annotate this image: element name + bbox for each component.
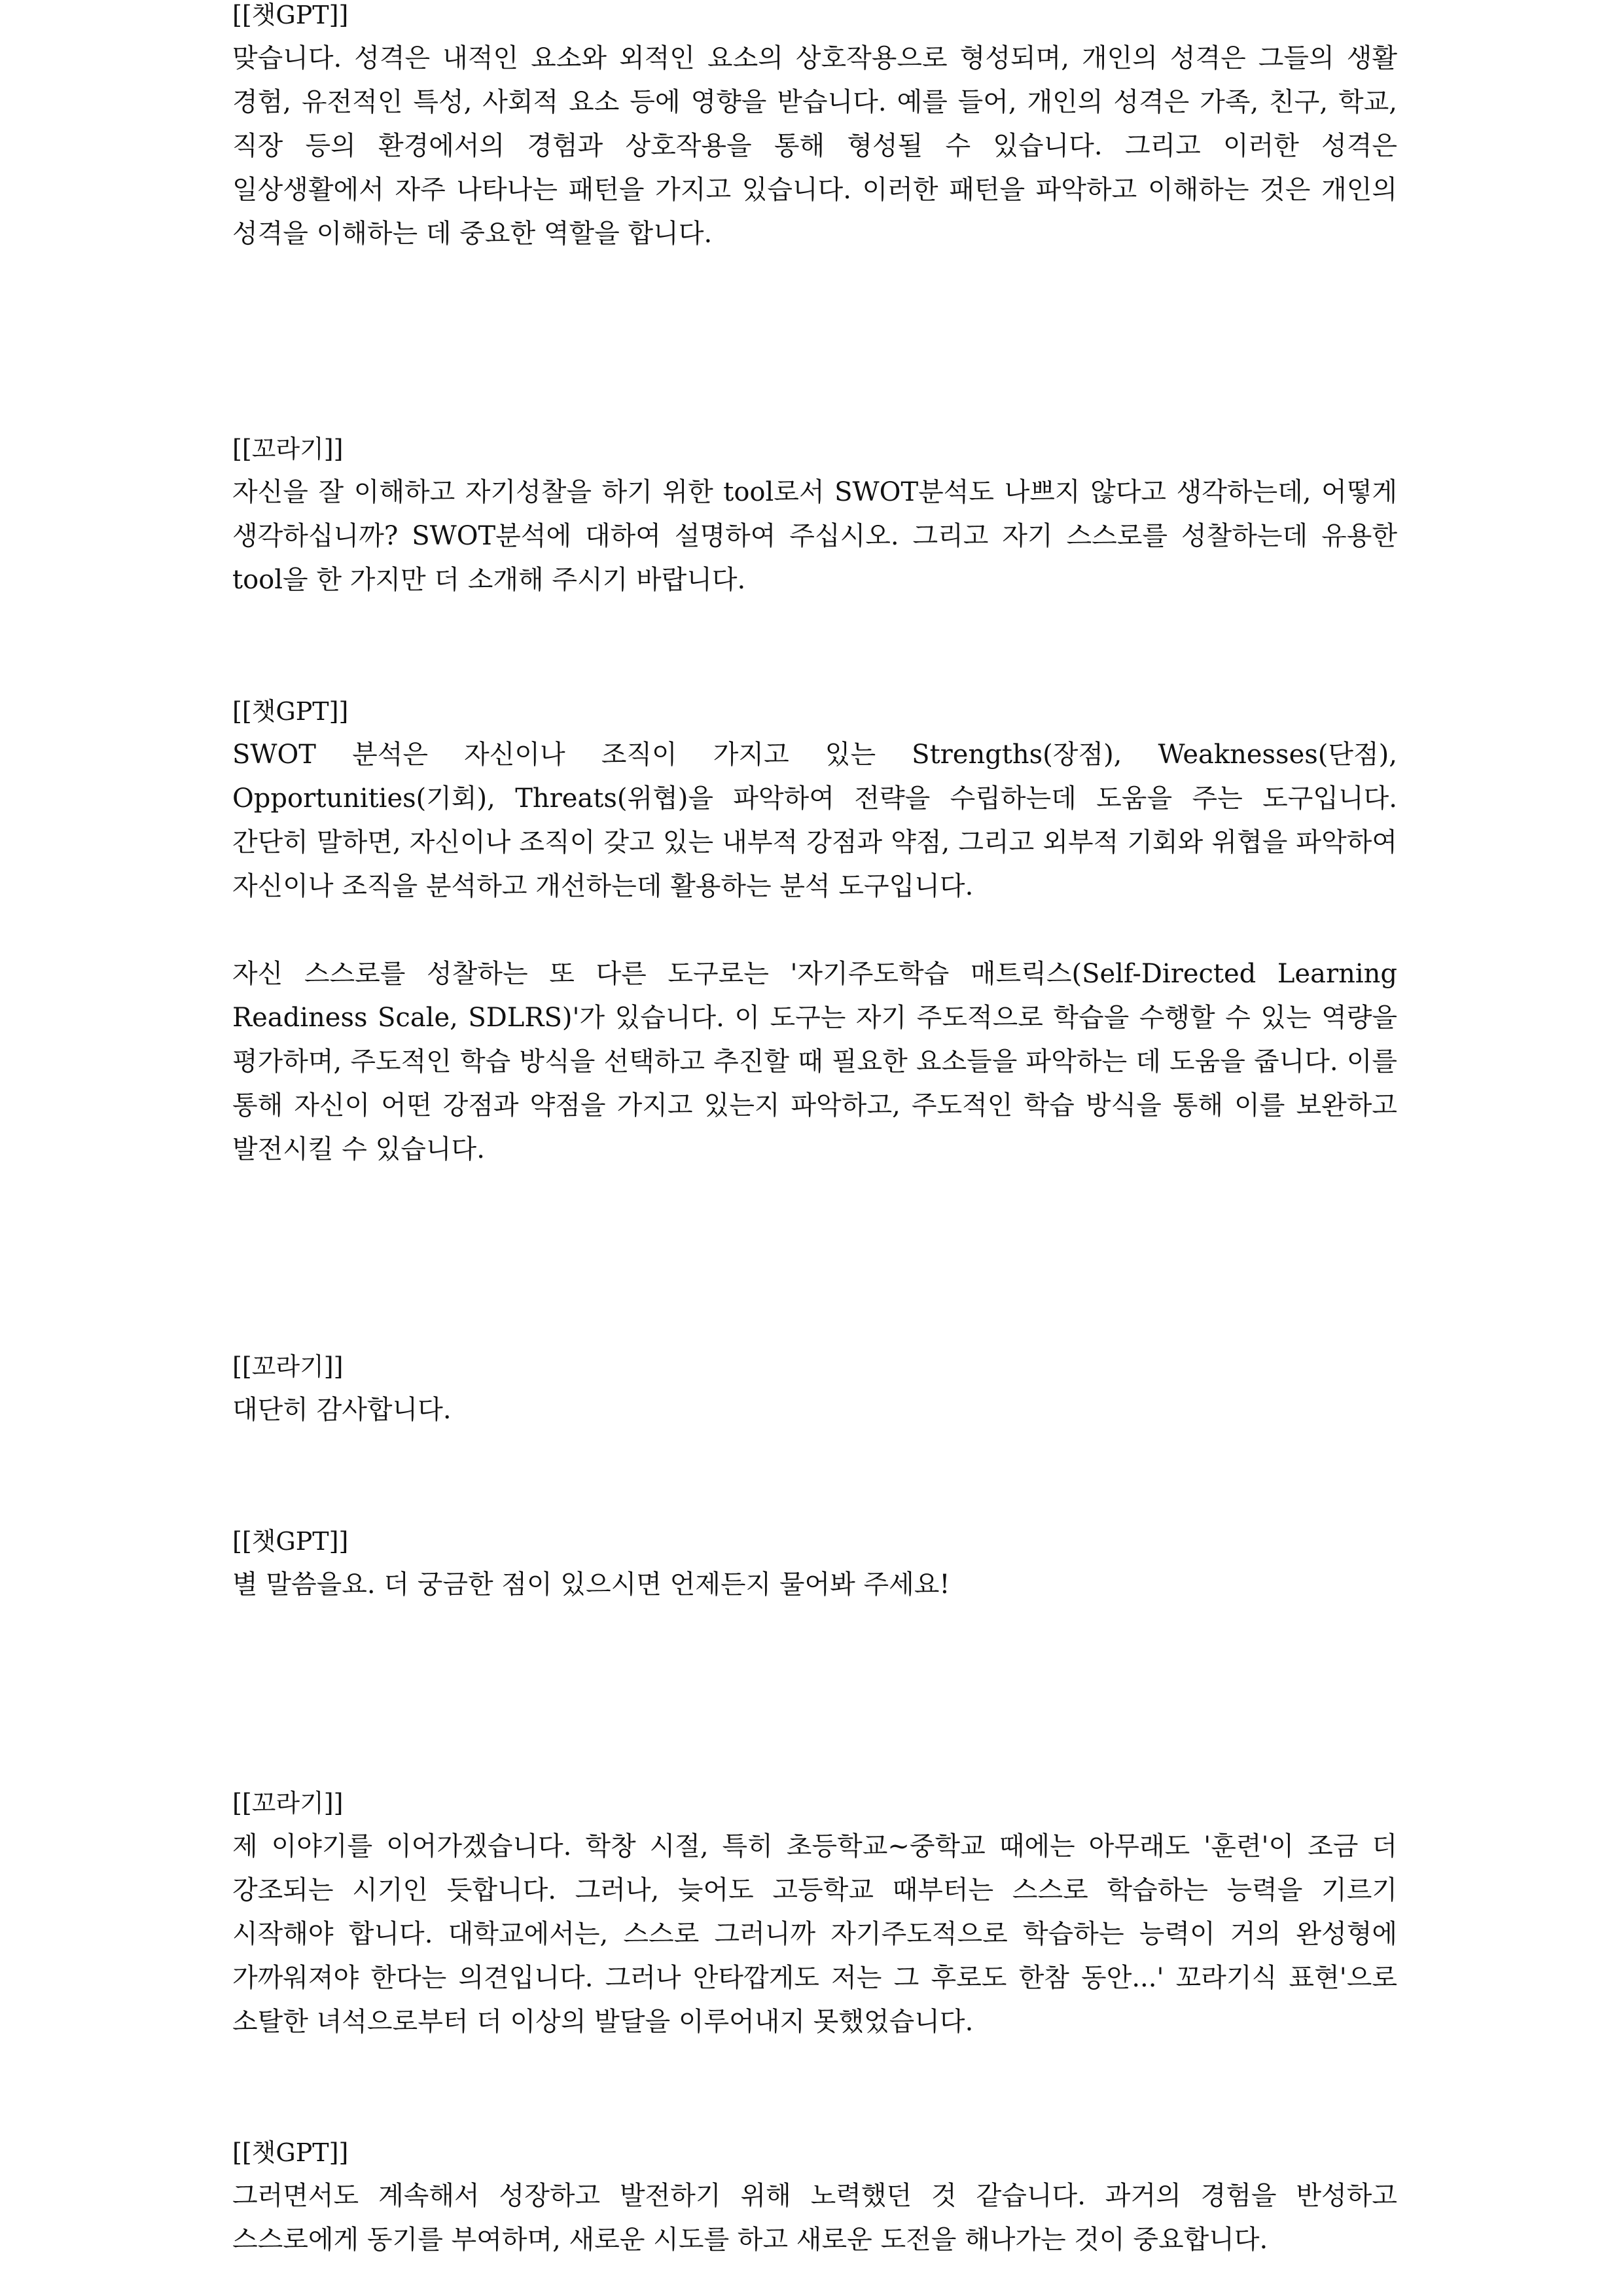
message-block [232, 1520, 1397, 1607]
message-paragraph: 자신을 잘 이해하고 자기성찰을 하기 위한 tool로서 SWOT분석도 나쁘지 않다고 생각하는데, 어떻게 생각하십니까? SWOT분석에 대하여 설명하여 주십시오. 그리고 자기 스스로를 성찰하는데 유용한 tool을 한 가지만 더 소개해 주시기 바랍니다. [232, 477, 1397, 595]
message-paragraph: SWOT 분석은 자신이나 조직이 가지고 있는 Strengths(장점), Weaknesses(단점), Opportunities(기회), Threats(위협)을 파악하여 전략을 수립하는데 도움을 주는 도구입니다. 간단히 말하면, 자신이나 조직이 갖고 있는 내부적 강점과 약점, 그리고 외부적 기회와 위협을 파악하여 자신이나 조직을 분석하고 개선하는데 활용하는 분석 도구입니다. [232, 740, 1397, 901]
speaker-label: [[꼬라기]] [232, 1352, 344, 1381]
speaker-label: [[챗GPT]] [232, 1527, 349, 1556]
message-block [232, 1782, 1397, 2044]
message-block [232, 2131, 1397, 2262]
message-block [232, 0, 1397, 256]
speaker-label: [[챗GPT]] [232, 1, 349, 29]
speaker-label: [[챗GPT]] [232, 697, 349, 726]
message-paragraph: 맞습니다. 성격은 내적인 요소와 외적인 요소의 상호작용으로 형성되며, 개인의 성격은 그들의 생활 경험, 유전적인 특성, 사회적 요소 등에 영향을 받습니다. 예를 들어, 개인의 성격은 가족, 친구, 학교, 직장 등의 환경에서의 경험과 상호작용을 통해 형성될 수 있습니다. 그리고 이러한 성격은 일상생활에서 자주 나타나는 패턴을 가지고 있습니다. 이러한 패턴을 파악하고 이해하는 것은 개인의 성격을 이해하는 데 중요한 역할을 합니다. [232, 43, 1397, 249]
message-block [232, 690, 1397, 1172]
message-block [232, 427, 1397, 602]
message-paragraph: 대단히 감사합니다. [232, 1395, 452, 1425]
speaker-label: [[꼬라기]] [232, 1789, 344, 1818]
message-block [232, 1345, 1397, 1432]
message-paragraph: 별 말씀을요. 더 궁금한 점이 있으시면 언제든지 물어봐 주세요! [232, 1570, 950, 1600]
speaker-label: [[챗GPT]] [232, 2138, 349, 2167]
speaker-label: [[꼬라기]] [232, 435, 344, 463]
message-paragraph: 그러면서도 계속해서 성장하고 발전하기 위해 노력했던 것 같습니다. 과거의 경험을 반성하고 스스로에게 동기를 부여하며, 새로운 시도를 하고 새로운 도전을 해나가는 것이 중요합니다. [232, 2181, 1397, 2255]
message-paragraph: 제 이야기를 이어가겠습니다. 학창 시절, 특히 초등학교~중학교 때에는 아무래도 '훈련'이 조금 더 강조되는 시기인 듯합니다. 그러나, 늦어도 고등학교 때부터는 스스로 학습하는 능력을 기르기 시작해야 합니다. 대학교에서는, 스스로 그러니까 자기주도적으로 학습하는 능력이 거의 완성형에 가까워져야 한다는 의견입니다. 그러나 안타깝게도 저는 그 후로도 한참 동안...' 꼬라기식 표현'으로 소탈한 녀석으로부터 더 이상의 발달을 이루어내지 못했었습니다. [232, 1831, 1397, 2037]
message-paragraph: 자신 스스로를 성찰하는 또 다른 도구로는 '자기주도학습 매트릭스(Self-Directed Learning Readiness Scale, SDLRS)'가 있습니다. 이 도구는 자기 주도적으로 학습을 수행할 수 있는 역량을 평가하며, 주도적인 학습 방식을 선택하고 추진할 때 필요한 요소들을 파악하는 데 도움을 줍니다. 이를 통해 자신이 어떤 강점과 약점을 가지고 있는지 파악하고, 주도적인 학습 방식을 통해 이를 보완하고 발전시킬 수 있습니다. [232, 959, 1397, 1164]
